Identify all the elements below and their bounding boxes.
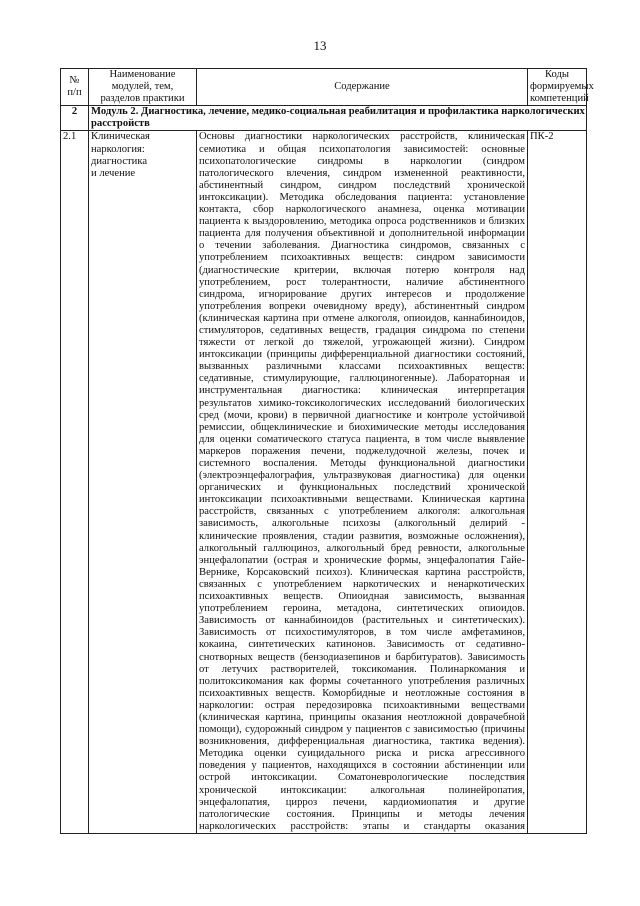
header-number [61, 69, 89, 106]
content-line: интоксикации психоактивными веществами. Клиническая картина [199, 494, 525, 506]
content-line: вызванных различными классами психоактивных веществ: [199, 361, 525, 373]
row-competence-code: ПК-2 [528, 131, 587, 833]
content-line: (клиническая картина, принципы оказания неотложной доврачебной [199, 711, 525, 723]
content-line: от летучих растворителей, токсикомания. Полинаркомания и [199, 663, 525, 675]
content-line: зависимость, алкогольные психозы (алкогольный делирий - [199, 518, 525, 530]
content-line: Основы диагностики наркологических расстройств, клиническая [199, 131, 525, 143]
content-line: абстинентный синдром, синдром последствий хронической [199, 179, 525, 191]
content-line: употребления вопреки очевидному вреду), абстинентный синдром [199, 300, 525, 312]
row-content [197, 131, 528, 833]
content-line: стимуляторов, седативных веществ, градация синдрома по степени [199, 324, 525, 336]
content-line: патологические состояния. Принципы и методы лечения [199, 808, 525, 820]
practice-content-table [60, 68, 594, 834]
module-title [89, 106, 587, 131]
content-line: наркологических расстройств: этапы и стандарты оказания [199, 820, 525, 832]
content-line: интоксикации (принципы дифференциальной диагностики состояний, [199, 349, 525, 361]
content-line: седативные, стимулирующие, галлюциногенные). Лабораторная и [199, 373, 525, 385]
content-line: психоактивных веществ. Коморбидные и неотложные состояния в [199, 687, 525, 699]
content-line: клинические проявления, стадии развития, возможные осложнения), [199, 530, 525, 542]
content-line: кокаина, синтетических катинонов. Зависимость от седативно- [199, 639, 525, 651]
content-line: психоактивных веществ. Опиоидная зависимость, вызванная [199, 591, 525, 603]
header-number-line: № [69, 75, 80, 87]
content-line: возникновения, дифференциальная диагностика, тактика ведения). [199, 736, 525, 748]
content-line: для оценки соматического статуса пациента, в том числе выявление [199, 433, 525, 445]
content-line: пациента для получения объективной и дополнительной информации [199, 228, 525, 240]
content-line: пациента к выздоровлению, методика опроса родственников и близких [199, 216, 525, 228]
header-content: Содержание [197, 69, 528, 106]
content-line: энцефалопатии (острая и хронические формы, энцефалопатия Гайе- [199, 554, 525, 566]
content-line: Зависимость от каннабиноидов (растительных и синтетических). [199, 615, 525, 627]
content-line: (электроэнцефалография, ультразвуковая диагностика) для оценки [199, 470, 525, 482]
module-title-line: Модуль 2. Диагностика, лечение, медико-социальная реабилитация и профилактика наркологических [91, 106, 585, 118]
content-line: ремиссии, общеклинические и биохимические методы исследования [199, 421, 525, 433]
content-line: синдрома, игнорирование других интересов и продолжение [199, 288, 525, 300]
header-name-line: Наименование [109, 69, 176, 80]
content-line: патологического влечения, синдром измененной реактивности, [199, 167, 525, 179]
content-line: психопатологические синдромы в наркологии (синдром [199, 155, 525, 167]
content-line: семиотика и общая психопатология зависимостей: основные [199, 143, 525, 155]
module-row [61, 106, 587, 131]
header-module-name [89, 69, 197, 106]
content-line: сред (мочи, крови) в первичной диагностике и контроле устойчивой [199, 409, 525, 421]
content-line: (клиническая картина при отмене алкоголя, опиоидов, каннабиноидов, [199, 312, 525, 324]
topic-name-line: Клиническая [91, 131, 150, 143]
content-line: о течении заболевания. Диагностика синдромов, связанных с [199, 240, 525, 252]
module-number: 2 [61, 106, 89, 131]
content-line: (диагностические критерии, включая потерю контроля над [199, 264, 525, 276]
content-line: употреблением психоактивных веществ: синдром зависимости [199, 252, 525, 264]
content-line: снотворных веществ (бензодиазепинов и барбитуратов). Зависимость [199, 651, 525, 663]
content-line: употреблением героина, метадона, синтетических опиоидов. [199, 603, 525, 615]
header-codes-line: формируемых [530, 81, 594, 93]
content-line: системного воспаления. Методы функциональной диагностики [199, 458, 525, 469]
content-line: употреблением, рост толерантности, наличие абстинентного [199, 276, 525, 288]
content-line: инструментальная диагностика: клиническая интерпретация [199, 385, 525, 397]
table-row [61, 131, 587, 833]
content-line: наркологии: острая передозировка психоактивными веществами [199, 699, 525, 711]
table-header-row [61, 69, 587, 106]
header-codes [528, 69, 594, 106]
module-title-line: расстройств [91, 118, 150, 130]
content-line: Методика оценки суицидального риска и риска агрессивного [199, 748, 525, 760]
content-line: хронической интоксикации: алкогольная полинейропатия, [199, 784, 525, 796]
header-number-line: п/п [67, 87, 82, 99]
content-line: политоксикомания как формы сочетанного употребления различных [199, 675, 525, 687]
topic-name-line: и лечение [91, 167, 136, 179]
header-codes-line: компетенций [530, 93, 589, 105]
content-line: острой интоксикации. Соматоневрологические последствия [199, 772, 525, 784]
content-line: тяжести от легкой до тяжелой, угрожающей жизни). Синдром [199, 337, 525, 349]
content-line: результатов химико-токсикологических исследований биологических [199, 397, 525, 409]
page-number: 13 [313, 38, 327, 53]
content-line: алкогольный галлюциноз, алкогольный бред ревности, алкогольные [199, 542, 525, 554]
row-number: 2.1 [61, 131, 89, 833]
content-line: органических и функциональных последствий хронической [199, 482, 525, 494]
header-name-line: модулей, тем, [111, 81, 174, 93]
topic-name-line: диагностика [91, 155, 148, 167]
header-name-line: разделов практики [100, 93, 185, 105]
content-line: помощи), судорожный синдром у пациентов с зависимостью (причины [199, 724, 525, 736]
topic-name-line: наркология: [91, 143, 145, 155]
content-line: связанных с употреблением наркотических и ненаркотических [199, 578, 525, 590]
content-line: контакта, сбор наркологического анамнеза, оценка мотивации [199, 204, 525, 216]
content-line: энцефалопатия, цирроз печени, кардиомиопатия и другие [199, 796, 525, 808]
content-line: интоксикации). Методика обследования пациента: установление [199, 191, 525, 203]
content-line: Зависимость от психостимуляторов, в том числе амфетаминов, [199, 627, 525, 639]
content-line: расстройств, связанных с употреблением алкоголя: алкогольная [199, 506, 525, 518]
content-line: Вернике, Корсаковский психоз). Клиническая картина расстройств, [199, 566, 525, 578]
content-line: маркеров поражения печени, поджелудочной железы, почек и [199, 445, 525, 457]
row-topic-name [89, 131, 197, 833]
header-codes-line: Коды [544, 69, 570, 80]
content-line: поведения у пациентов, находящихся в состоянии абстиненции или [199, 760, 525, 772]
